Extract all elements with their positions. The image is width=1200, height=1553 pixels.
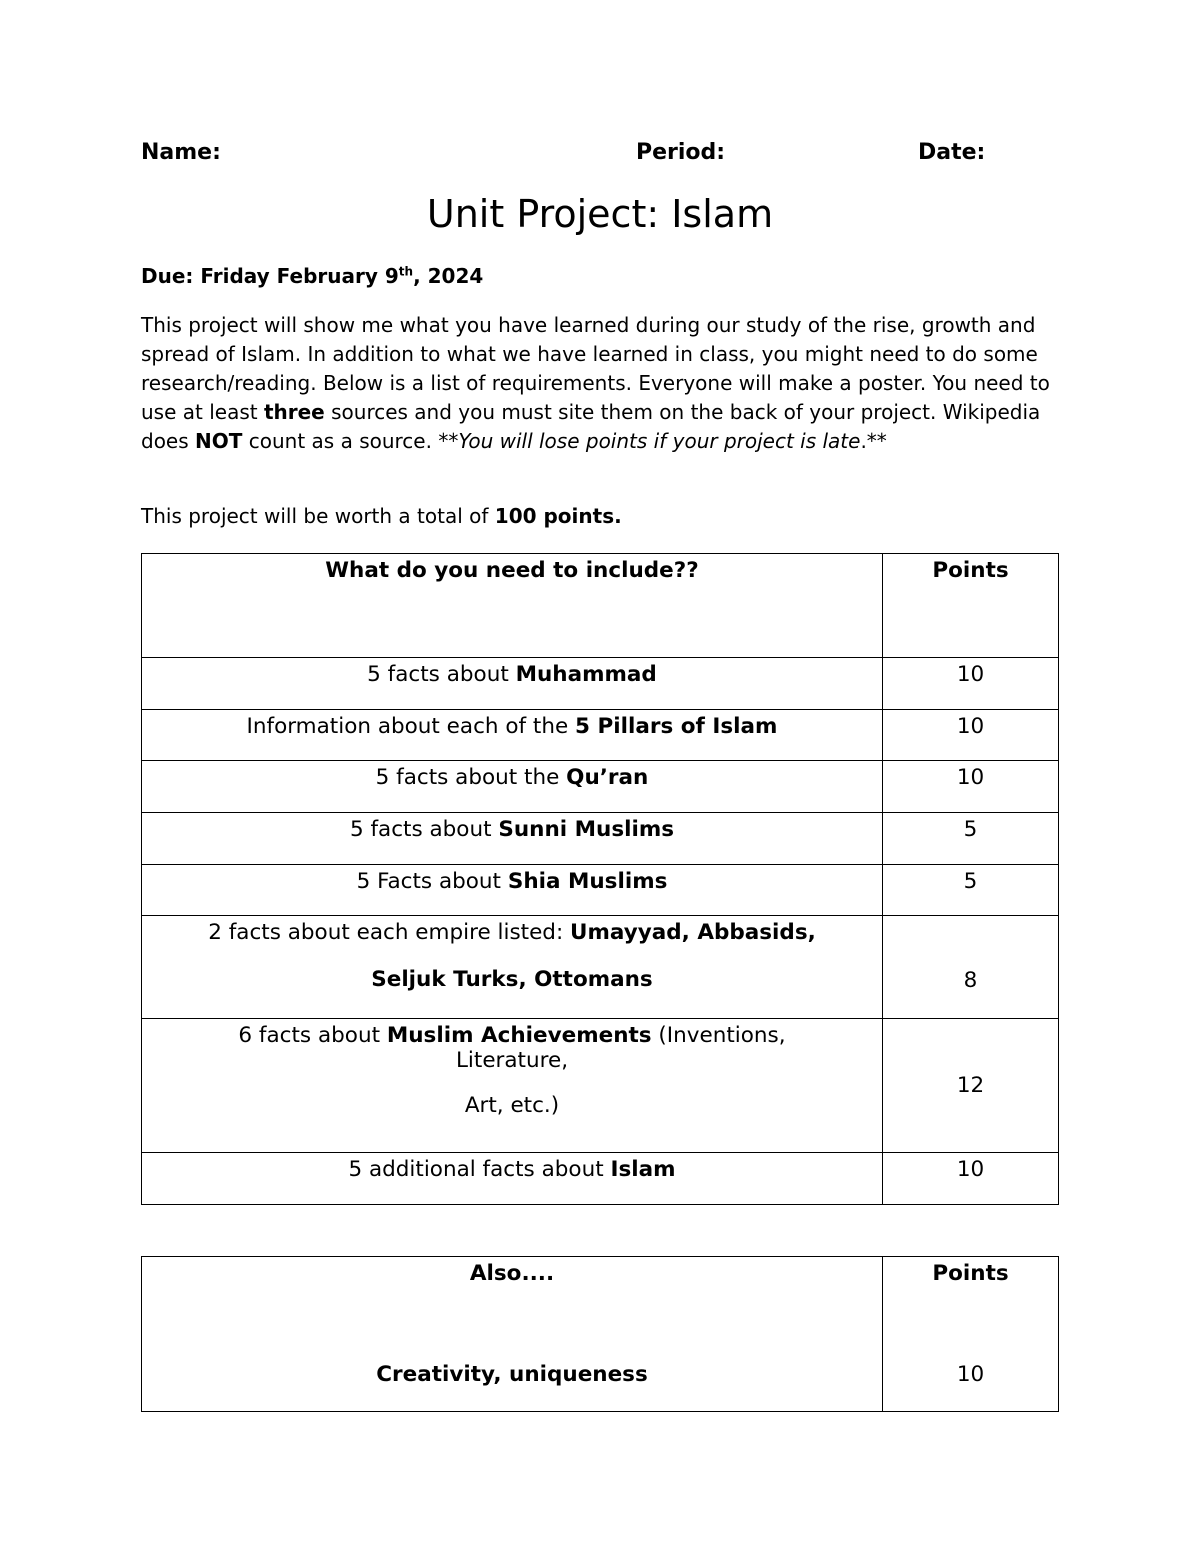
due-date: Due: Friday February 9th, 2024 — [141, 264, 484, 288]
requirements-table — [141, 553, 1059, 1205]
table-row: 5 facts about Muhammad 10 — [142, 658, 1059, 710]
total-points-text: This project will be worth a total of 100 points. — [141, 504, 622, 528]
also-table — [141, 1256, 1059, 1412]
table-row-empires: 2 facts about each empire listed: Umayyad, Abbasids, Seljuk Turks, Ottomans 8 — [142, 916, 1059, 1019]
page-title: Unit Project: Islam — [426, 192, 774, 236]
table-row: 5 additional facts about Islam 10 — [142, 1153, 1059, 1205]
name-label: Name: — [141, 140, 221, 165]
table-row-achievements: 6 facts about Muslim Achievements (Inventions, Literature, Art, etc.) 12 — [142, 1019, 1059, 1153]
table-row: 5 facts about Sunni Muslims 5 — [142, 813, 1059, 865]
also-points-cell: Points 10 — [883, 1257, 1059, 1412]
table-row: Information about each of the 5 Pillars of Islam 10 — [142, 710, 1059, 761]
also-label-cell: Also.... Creativity, uniqueness — [142, 1257, 883, 1412]
intro-paragraph: This project will show me what you have learned during our study of the rise, growth and spread of Islam. In addition to what we have learned in class, you might need to do some research/reading. Below is a list of requirements. Everyone will make a poster. You need to use at least three sources and you must site them on the back of your project. Wikipedia does NOT count as a source. **You will lose points if your project is late.** — [141, 313, 1050, 453]
date-label: Date: — [918, 140, 986, 165]
also-row — [142, 1257, 1059, 1412]
table-header-row — [142, 554, 1059, 658]
period-label: Period: — [636, 140, 726, 165]
header-points: Points — [883, 554, 1059, 658]
table-row: 5 Facts about Shia Muslims 5 — [142, 865, 1059, 916]
table-row: 5 facts about the Qu’ran 10 — [142, 761, 1059, 813]
header-include: What do you need to include?? — [142, 554, 883, 658]
